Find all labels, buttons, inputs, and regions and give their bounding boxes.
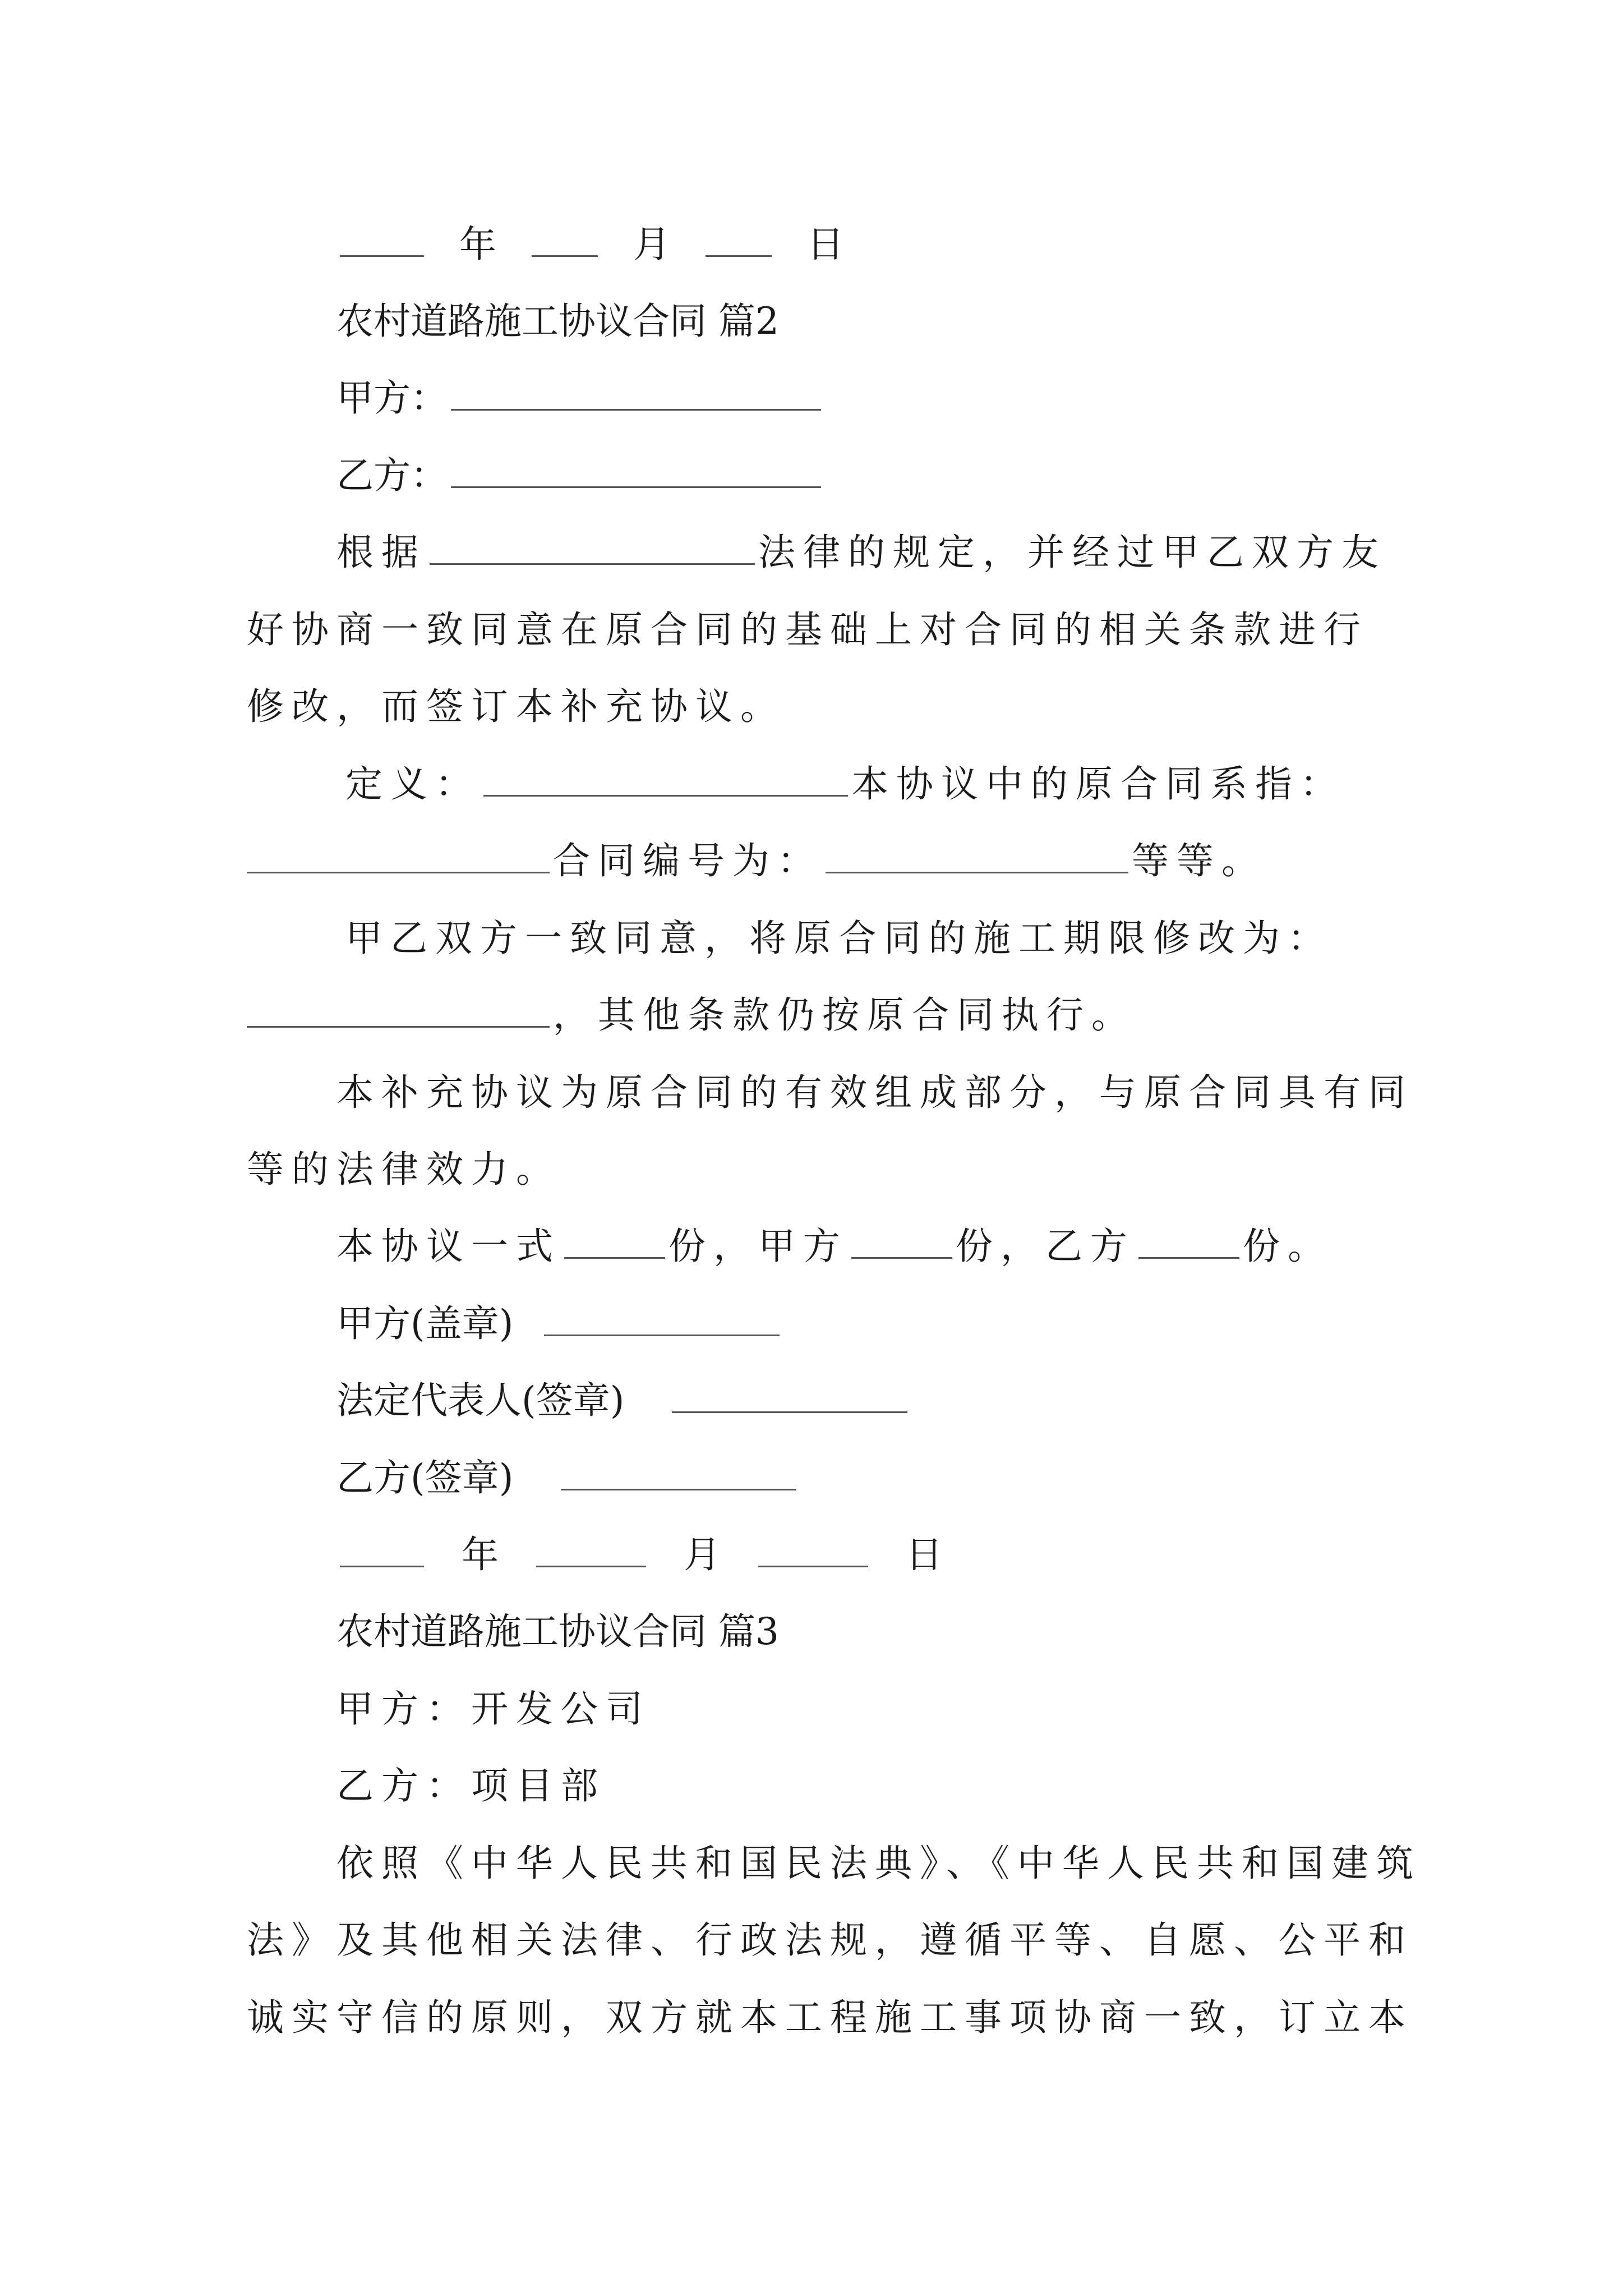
definition-line-2 (0, 839, 1623, 884)
seal-party-a-label: 甲方(盖章) (336, 1302, 514, 1345)
term-line-1: 甲乙双方一致同意，将原合同的施工期限修改为： (345, 917, 1332, 960)
law-basis-line-1: 依照《中华人民共和国民法典》、《中华人民共和国建筑 (336, 1842, 1421, 1885)
year-blank-2 (340, 1536, 424, 1567)
day-label-2: 日 (905, 1533, 943, 1576)
copies-b-blank (1138, 1228, 1239, 1259)
contract-number-label: 合同编号为： (553, 839, 822, 882)
section-title-2: 农村道路施工协议合同 篇2 (336, 300, 779, 343)
year-label-2: 年 (461, 1533, 499, 1576)
legal-rep-blank (672, 1382, 907, 1413)
party-b-line (0, 453, 1623, 498)
contract-number-blank (826, 843, 1128, 873)
section-title-3: 农村道路施工协议合同 篇3 (336, 1610, 779, 1653)
definition-label: 定义： (345, 762, 480, 806)
party-a-label: 甲方： (336, 376, 448, 420)
party-b-blank (451, 457, 821, 488)
definition-line-1 (0, 762, 1623, 807)
term-text: ，其他条款仍按原合同执行。 (553, 993, 1136, 1037)
month-label-2: 月 (683, 1533, 721, 1576)
party-b-line-3: 乙方：项目部 (336, 1764, 606, 1807)
law-basis-line-3: 诚实守信的原则，双方就本工程施工事项协商一致，订立本 (247, 1996, 1413, 2039)
legal-rep-label: 法定代表人(签章) (336, 1379, 625, 1422)
copies-text-c: 份，乙方 (956, 1225, 1135, 1268)
seal-party-b-line (0, 1456, 1623, 1501)
basis-text-b: 法律的规定，并经过甲乙双方友 (758, 531, 1386, 574)
para-basis-line-3: 修改，而签订本补充协议。 (247, 685, 785, 728)
definition-blank (483, 766, 848, 797)
day-label: 日 (806, 223, 844, 266)
copies-text-a: 本协议一式 (336, 1225, 561, 1268)
party-a-blank (451, 380, 821, 411)
term-line-2 (0, 993, 1623, 1038)
month-blank (532, 226, 598, 257)
para-basis-line-2: 好协商一致同意在原合同的基础上对合同的相关条款进行 (247, 608, 1368, 651)
month-label: 月 (633, 223, 670, 266)
law-basis-line-2: 法》及其他相关法律、行政法规，遵循平等、自愿、公平和 (247, 1918, 1413, 1962)
definition-end: 等等。 (1132, 839, 1266, 882)
seal-party-a-line (0, 1301, 1623, 1346)
copies-text-b: 份，甲方 (668, 1225, 848, 1268)
date-line-2 (0, 1533, 1623, 1577)
seal-party-a-blank (544, 1305, 780, 1336)
year-label: 年 (459, 223, 496, 266)
effect-line-2: 等的法律效力。 (247, 1148, 561, 1191)
contract-name-blank (247, 843, 550, 873)
day-blank (706, 226, 772, 257)
date-line-1 (0, 222, 1623, 267)
party-a-line (0, 376, 1623, 421)
year-blank (340, 226, 424, 257)
term-blank (247, 997, 550, 1028)
para-basis-line-1 (0, 530, 1623, 575)
party-a-line-3: 甲方：开发公司 (336, 1687, 651, 1731)
legal-rep-line (0, 1378, 1623, 1423)
copies-total-blank (564, 1228, 665, 1259)
seal-party-b-label: 乙方(签章) (336, 1456, 514, 1499)
month-blank-2 (536, 1536, 646, 1567)
copies-line (0, 1224, 1623, 1269)
day-blank-2 (758, 1536, 868, 1567)
copies-text-d: 份。 (1243, 1225, 1332, 1268)
copies-a-blank (851, 1228, 952, 1259)
definition-text: 本协议中的原合同系指： (851, 762, 1345, 806)
effect-line-1: 本补充协议为原合同的有效组成部分，与原合同具有同 (336, 1071, 1413, 1114)
party-b-label: 乙方： (336, 454, 448, 497)
seal-party-b-blank (561, 1460, 796, 1490)
basis-text-a: 根据 (336, 531, 426, 574)
law-blank (430, 534, 755, 565)
